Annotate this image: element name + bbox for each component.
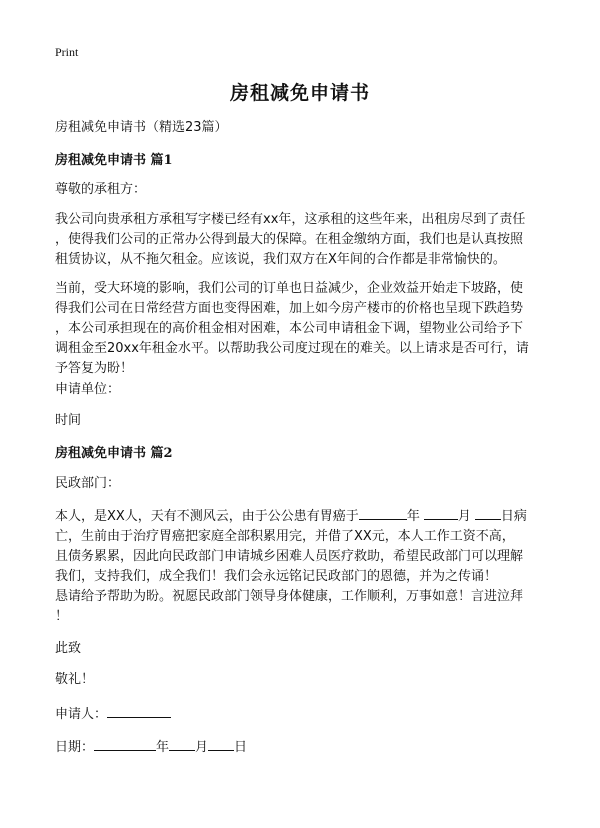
date-year: 年 xyxy=(156,740,170,755)
text-line: 且债务累累，因此向民政部门申请城乡困难人员医疗救助，希望民政部门可以理解 xyxy=(55,549,524,564)
date-label: 日期： xyxy=(55,740,95,755)
blank-line xyxy=(107,703,171,718)
page-title: 房租减免申请书 xyxy=(229,82,370,104)
applicant-unit-label: 申请单位： xyxy=(55,382,121,397)
text-line xyxy=(55,505,550,527)
text-fragment: 年 xyxy=(406,509,420,524)
article-1-paragraph-2 xyxy=(55,279,550,379)
applicant-signature-line xyxy=(55,703,550,725)
text-line: 恳请给予帮助为盼。祝愿民政部门领导身体健康，工作顺利，万事如意！言进泣拜 xyxy=(55,589,524,604)
text-line: 予答复为盼！ xyxy=(55,361,134,376)
article-1-heading: 房租减免申请书 篇1 xyxy=(55,153,173,168)
article-1-salutation: 尊敬的承租方： xyxy=(55,182,147,197)
text-fragment: 月 xyxy=(457,509,471,524)
blank-line xyxy=(475,505,501,520)
text-fragment: 本人，是XX人，天有不测风云，由于公公患有胃癌于 xyxy=(55,509,359,524)
print-link[interactable]: Print xyxy=(55,45,79,59)
blank-line xyxy=(169,736,195,751)
text-line: 租赁协议，从不拖欠租金。应该说，我们双方在X年间的合作都是非常愉快的。 xyxy=(55,252,506,267)
blank-line xyxy=(94,736,156,751)
text-line: ，使得我们公司的正常办公得到最大的保障。在租金缴纳方面，我们也是认真按照 xyxy=(55,232,524,247)
article-1-paragraph-1 xyxy=(55,210,550,270)
text-line: 得我们公司在日常经营方面也变得困难，加上如今房产楼市的价格也呈现下跌趋势 xyxy=(55,301,524,316)
blank-line xyxy=(424,505,458,520)
applicant-label: 申请人： xyxy=(55,707,108,722)
text-line: ！ xyxy=(55,609,69,624)
date-month: 月 xyxy=(195,740,209,755)
closing-line-2: 敬礼！ xyxy=(55,672,95,687)
blank-line xyxy=(359,505,407,520)
text-line: 我们，支持我们，成全我们！我们会永远铭记民政部门的恩德，并为之传诵！ xyxy=(55,569,498,584)
article-2-heading: 房租减免申请书 篇2 xyxy=(55,446,173,461)
text-line: 调租金至20xx年租金水平。以帮助我公司度过现在的难关。以上请求是否可行，请 xyxy=(55,341,529,356)
date-line xyxy=(55,736,550,758)
text-line: 我公司向贵承租方承租写字楼已经有xx年，这承租的这些年来，出租房尽到了责任 xyxy=(55,212,526,227)
article-2-salutation: 民政部门： xyxy=(55,476,121,491)
date-day: 日 xyxy=(234,740,248,755)
document-subtitle: 房租减免申请书（精选23篇） xyxy=(55,120,228,135)
article-2-paragraph-2 xyxy=(55,587,550,627)
time-label: 时间 xyxy=(55,413,82,428)
closing-line-1: 此致 xyxy=(55,641,82,656)
text-line: 亡，生前由于治疗胃癌把家庭全部积累用完，并借了XX元，本人工作工资不高， xyxy=(55,529,515,544)
text-fragment: 日病 xyxy=(500,509,527,524)
text-line: 当前，受大环境的影响，我们公司的订单也日益减少，企业效益开始走下坡路，使 xyxy=(55,281,524,296)
text-line: ，本公司承担现在的高价租金相对困难，本公司申请租金下调，望物业公司给予下 xyxy=(55,321,524,336)
blank-line xyxy=(208,736,234,751)
article-2-paragraph-1 xyxy=(55,505,550,587)
